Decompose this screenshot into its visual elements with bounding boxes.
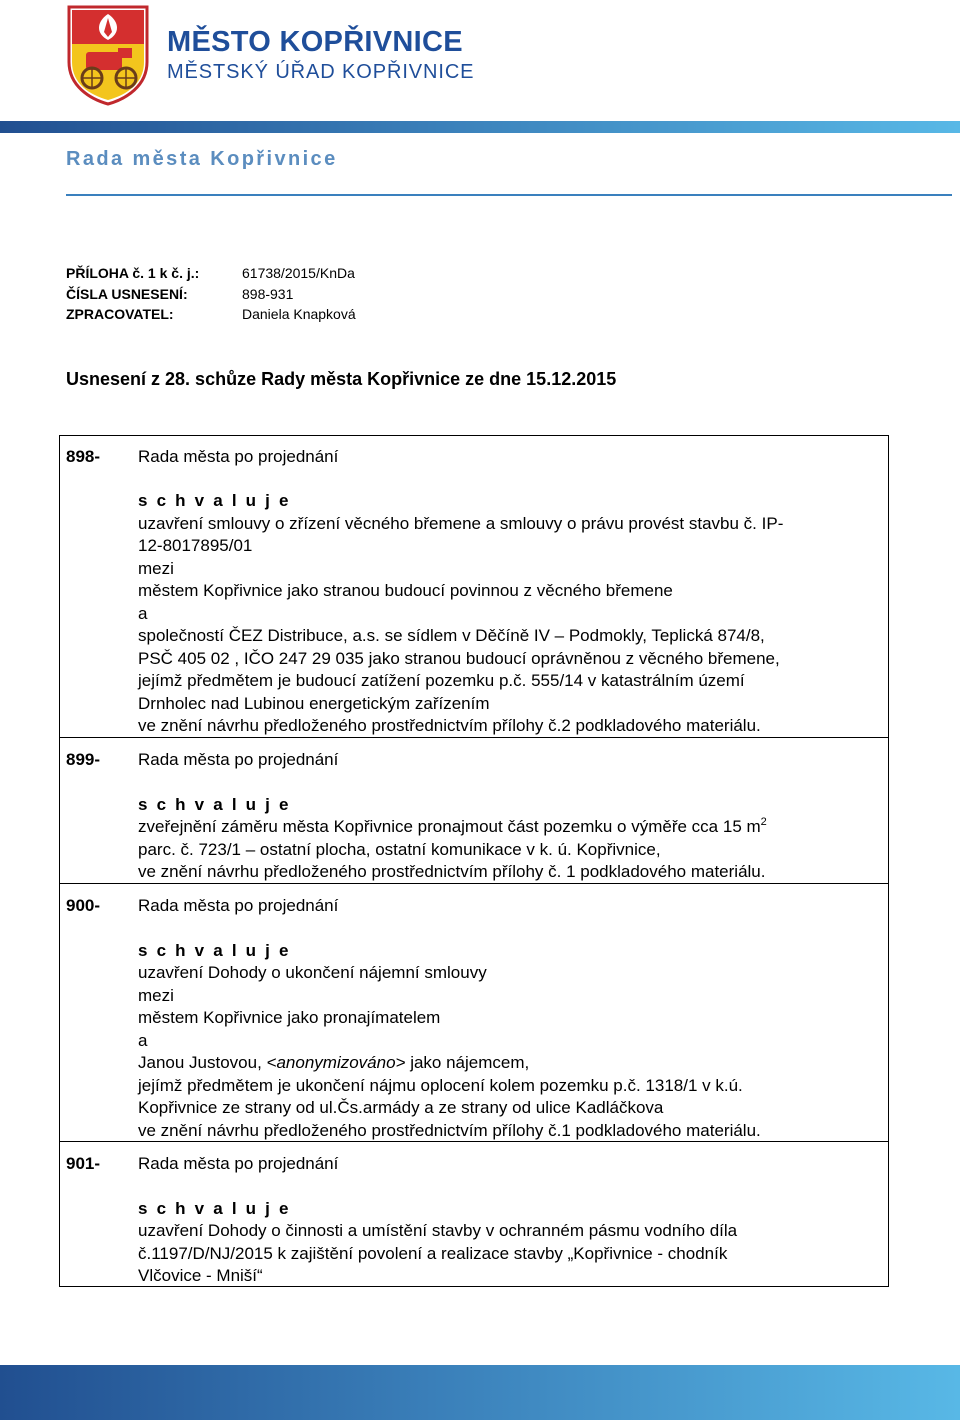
resolution-number: 900-: [66, 896, 101, 915]
council-title: Rada města Kopřivnice: [66, 148, 338, 170]
resolution-text-line: PSČ 405 02 , IČO 247 29 035 jako stranou budoucí oprávněnou z věcného břemene,: [138, 649, 780, 668]
resolution-intro: Rada města po projednání: [138, 896, 339, 915]
resolution-text-line: a: [138, 1031, 148, 1050]
resolution-text-line: ve znění návrhu předloženého prostřednictvím přílohy č.2 podkladového materiálu.: [138, 716, 761, 735]
city-coat-of-arms-logo: [66, 4, 150, 106]
resolution-verb: s c h v a l u j e: [138, 941, 291, 960]
resolution-verb: s c h v a l u j e: [138, 795, 291, 814]
resolution-text-line: [138, 1053, 529, 1073]
resolution-text: zveřejnění záměru města Kopřivnice pronajmout část pozemku o výměře cca 15 m: [138, 817, 761, 836]
resolution-intro: Rada města po projednání: [138, 1154, 339, 1173]
resolution-verb: s c h v a l u j e: [138, 1199, 291, 1218]
header-rule: [66, 194, 952, 196]
resolution-text-line: společností ČEZ Distribuce, a.s. se sídlem v Děčíně IV – Podmokly, Teplická 874/8,: [138, 626, 765, 645]
prepared-by-value: Daniela Knapková: [242, 306, 356, 322]
resolution-number: 899-: [66, 750, 101, 769]
resolution-verb: s c h v a l u j e: [138, 491, 291, 510]
anonymized-marker: <anonymizováno>: [266, 1053, 406, 1072]
resolution-text-line: mezi: [138, 559, 174, 578]
resolution-text-line: ve znění návrhu předloženého prostřednictvím přílohy č. 1 podkladového materiálu.: [138, 862, 766, 881]
resolution-text-line: uzavření smlouvy o zřízení věcného břemene a smlouvy o právu provést stavbu č. IP-: [138, 514, 784, 533]
resolution-text-line: jejímž předmětem je budoucí zatížení pozemku p.č. 555/14 v katastrálním území: [138, 671, 745, 690]
resolution-text-line: Vlčovice - Mniší“: [138, 1266, 263, 1285]
resolution-text-line: 12-8017895/01: [138, 536, 253, 555]
resolution-intro: Rada města po projednání: [138, 750, 339, 769]
resolution-text-line: jejímž předmětem je ukončení nájmu oplocení kolem pozemku p.č. 1318/1 v k.ú.: [138, 1076, 743, 1095]
resolution-text-line: parc. č. 723/1 – ostatní plocha, ostatní komunikace v k. ú. Kopřivnice,: [138, 840, 661, 859]
office-name: MĚSTSKÝ ÚŘAD KOPŘIVNICE: [167, 61, 475, 83]
resolution-text-line: mezi: [138, 986, 174, 1005]
row-separator: [59, 1141, 889, 1142]
resolution-text-line: Drnholec nad Lubinou energetickým zařízením: [138, 694, 490, 713]
resolution-text-line: uzavření Dohody o činnosti a umístění stavby v ochranném pásmu vodního díla: [138, 1221, 738, 1240]
row-separator: [59, 883, 889, 884]
resolution-text-line: městem Kopřivnice jako pronajímatelem: [138, 1008, 441, 1027]
party-name: Janou Justovou,: [138, 1053, 267, 1072]
resolution-text-line: Kopřivnice ze strany od ul.Čs.armády a ze strany od ulice Kadláčkova: [138, 1098, 664, 1117]
resolution-number: 898-: [66, 447, 101, 466]
resolution-text-line: [138, 817, 767, 837]
organization-name: MĚSTO KOPŘIVNICE: [167, 26, 463, 58]
superscript-exponent: 2: [760, 816, 767, 828]
meeting-heading: Usnesení z 28. schůze Rady města Kopřivnice ze dne 15.12.2015: [66, 369, 617, 389]
resolution-numbers-value: 898-931: [242, 286, 294, 302]
header-gradient-bar: [0, 121, 960, 133]
footer-gradient-bar: [0, 1365, 960, 1420]
attachment-label: PŘÍLOHA č. 1 k č. j.:: [66, 265, 200, 281]
party-role: jako nájemcem,: [405, 1053, 530, 1072]
resolution-numbers-label: ČÍSLA USNESENÍ:: [66, 286, 188, 302]
resolution-text-line: městem Kopřivnice jako stranou budoucí povinnou z věcného břemene: [138, 581, 673, 600]
resolution-text-line: č.1197/D/NJ/2015 k zajištění povolení a realizace stavby „Kopřivnice - chodník: [138, 1244, 728, 1263]
resolution-number: 901-: [66, 1154, 101, 1173]
attachment-value: 61738/2015/KnDa: [242, 265, 355, 281]
resolution-text-line: ve znění návrhu předloženého prostřednictvím přílohy č.1 podkladového materiálu.: [138, 1121, 761, 1140]
prepared-by-label: ZPRACOVATEL:: [66, 306, 174, 322]
row-separator: [59, 737, 889, 738]
resolution-text-line: uzavření Dohody o ukončení nájemní smlouvy: [138, 963, 487, 982]
resolution-intro: Rada města po projednání: [138, 447, 339, 466]
resolution-text-line: a: [138, 604, 148, 623]
